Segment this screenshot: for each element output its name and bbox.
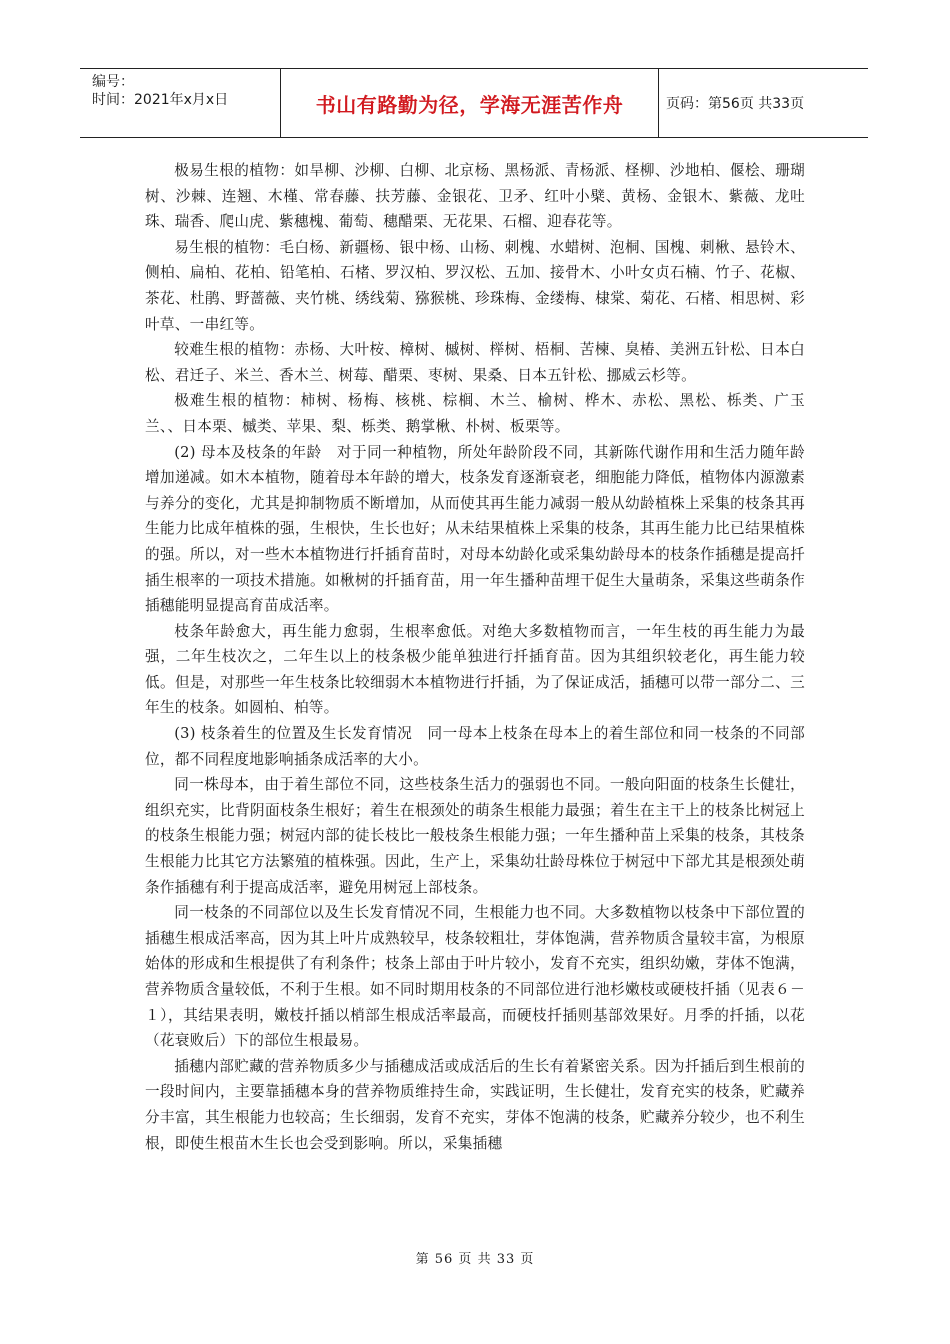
paragraph-easiest-rooting: 极易生根的植物：如旱柳、沙柳、白柳、北京杨、黑杨派、青杨派、柽柳、沙地柏、偃桧、珊瑚树、沙棘、连翘、木槿、常春藤、扶芳藤、金银花、卫矛、红叶小檗、黄杨、金银木、紫薇、龙吐珠、瑞香、爬山虎、紫穗槐、葡萄、穗醋栗、无花果、石榴、迎春花等。 [145, 162, 805, 231]
page-header [80, 68, 868, 138]
paragraph-branch-position: (3) 枝条着生的位置及生长发育情况 同一母本上枝条在母本上的着生部位和同一枝条的不同部位，都不同程度地影响插条成活率的大小。 [145, 725, 805, 768]
page-footer: 第 56 页 共 33 页 [415, 1252, 535, 1267]
paragraph-branch-age: 枝条年龄愈大，再生能力愈弱，生根率愈低。对绝大多数植物而言，一年生枝的再生能力为最强，二年生枝次之，二年生以上的枝条极少能单独进行扦插育苗。因为其组织较老化，再生能力较低。但是，对那些一年生枝条比较细弱木本植物进行扦插，为了保证成活，插穗可以带一部分二、三年生的枝条。如圆柏、柏等。 [145, 622, 805, 717]
date-label: 时间：2021年x月x日 [92, 92, 229, 108]
paragraph-hardest-rooting: 极难生根的植物：柿树、杨梅、核桃、棕榈、木兰、榆树、桦木、赤松、黑松、栎类、广玉兰、、日本栗、槭类、苹果、梨、栎类、鹅掌楸、朴树、板栗等。 [145, 392, 805, 435]
number-label: 编号： [92, 74, 134, 90]
header-motto: 书山有路勤为径，学海无涯苦作舟 [280, 69, 659, 137]
header-meta [80, 69, 280, 137]
paragraph-harder-rooting: 较难生根的植物：赤杨、大叶桉、樟树、槭树、榉树、梧桐、苦楝、臭椿、美洲五针松、日本白松、君迁子、米兰、香木兰、树莓、醋栗、枣树、果桑、日本五针松、挪威云杉等。 [145, 341, 805, 384]
paragraph-mother-age: (2) 母本及枝条的年龄 对于同一种植物，所处年龄阶段不同，其新陈代谢作用和生活力随年龄增加递减。如木本植物，随着母本年龄的增大，枝条发育逐渐衰老，细胞能力降低，植物体内源激素与养分的变化，尤其是抑制物质不断增加，从而使其再生能力减弱一般从幼龄植株上采集的枝条其再生能力比成年植株的强，生根快，生长也好；从未结果植株上采集的枝条，其再生能力比已结果植株的强。所以，对一些木本植物进行扦插育苗时，对母本幼龄化或采集幼龄母本的枝条作插穗是提高扦插生根率的一项技术措施。如楸树的扦插育苗，用一年生播种苗埋干促生大量萌条，采集这些萌条作插穗能明显提高育苗成活率。 [145, 443, 805, 615]
document-body [145, 158, 805, 1156]
header-page-info: 页码：第56页 共33页 [666, 96, 805, 112]
paragraph-easy-rooting: 易生根的植物：毛白杨、新疆杨、银中杨、山杨、刺槐、水蜡树、泡桐、国槐、刺楸、悬铃木、侧柏、扁柏、花柏、铅笔柏、石楮、罗汉柏、罗汉松、五加、接骨木、小叶女贞石楠、竹子、花椒、茶花、杜鹃、野蔷薇、夹竹桃、绣线菊、猕猴桃、珍珠梅、金缕梅、棣棠、菊花、石楮、相思树、彩叶草、一串红等。 [145, 238, 805, 333]
paragraph-same-branch: 同一枝条的不同部位以及生长发育情况不同，生根能力也不同。大多数植物以枝条中下部位置的插穗生根成活率高，因为其上叶片成熟较早，枝条较粗壮，芽体饱满，营养物质含量较丰富，为根原始体的形成和生根提供了有利条件；枝条上部由于叶片较小，发育不充实，组织幼嫩，芽体不饱满，营养物质含量较低，不利于生根。如不同时期用枝条的不同部位进行池杉嫩枝或硬枝扦插（见表６－１），其结果表明，嫩枝扦插以梢部生根成活率最高，而硬枝扦插则基部效果好。月季的扦插，以花（花衰败后）下的部位生根最易。 [145, 904, 805, 1050]
paragraph-same-mother: 同一株母本，由于着生部位不同，这些枝条生活力的强弱也不同。一般向阳面的枝条生长健壮，组织充实，比背阴面枝条生根好；着生在根颈处的萌条生根能力最强；着生在主干上的枝条比树冠上的枝条生根能力强；树冠内部的徒长枝比一般枝条生根能力强；一年生播种苗上采集的枝条，其枝条生根能力比其它方法繁殖的植株强。因此，生产上，采集幼壮龄母株位于树冠中下部尤其是根颈处萌条作插穗有利于提高成活率，避免用树冠上部枝条。 [145, 776, 805, 896]
paragraph-nutrients: 插穗内部贮藏的营养物质多少与插穗成活或成活后的生长有着紧密关系。因为扦插后到生根前的一段时间内，主要靠插穗本身的营养物质维持生命，实践证明，生长健壮，发育充实的枝条，贮藏养分丰富，其生根能力也较高；生长细弱，发育不充实，芽体不饱满的枝条，贮藏养分较少，也不利生根，即使生根苗木生长也会受到影响。所以，采集插穗 [145, 1057, 805, 1152]
